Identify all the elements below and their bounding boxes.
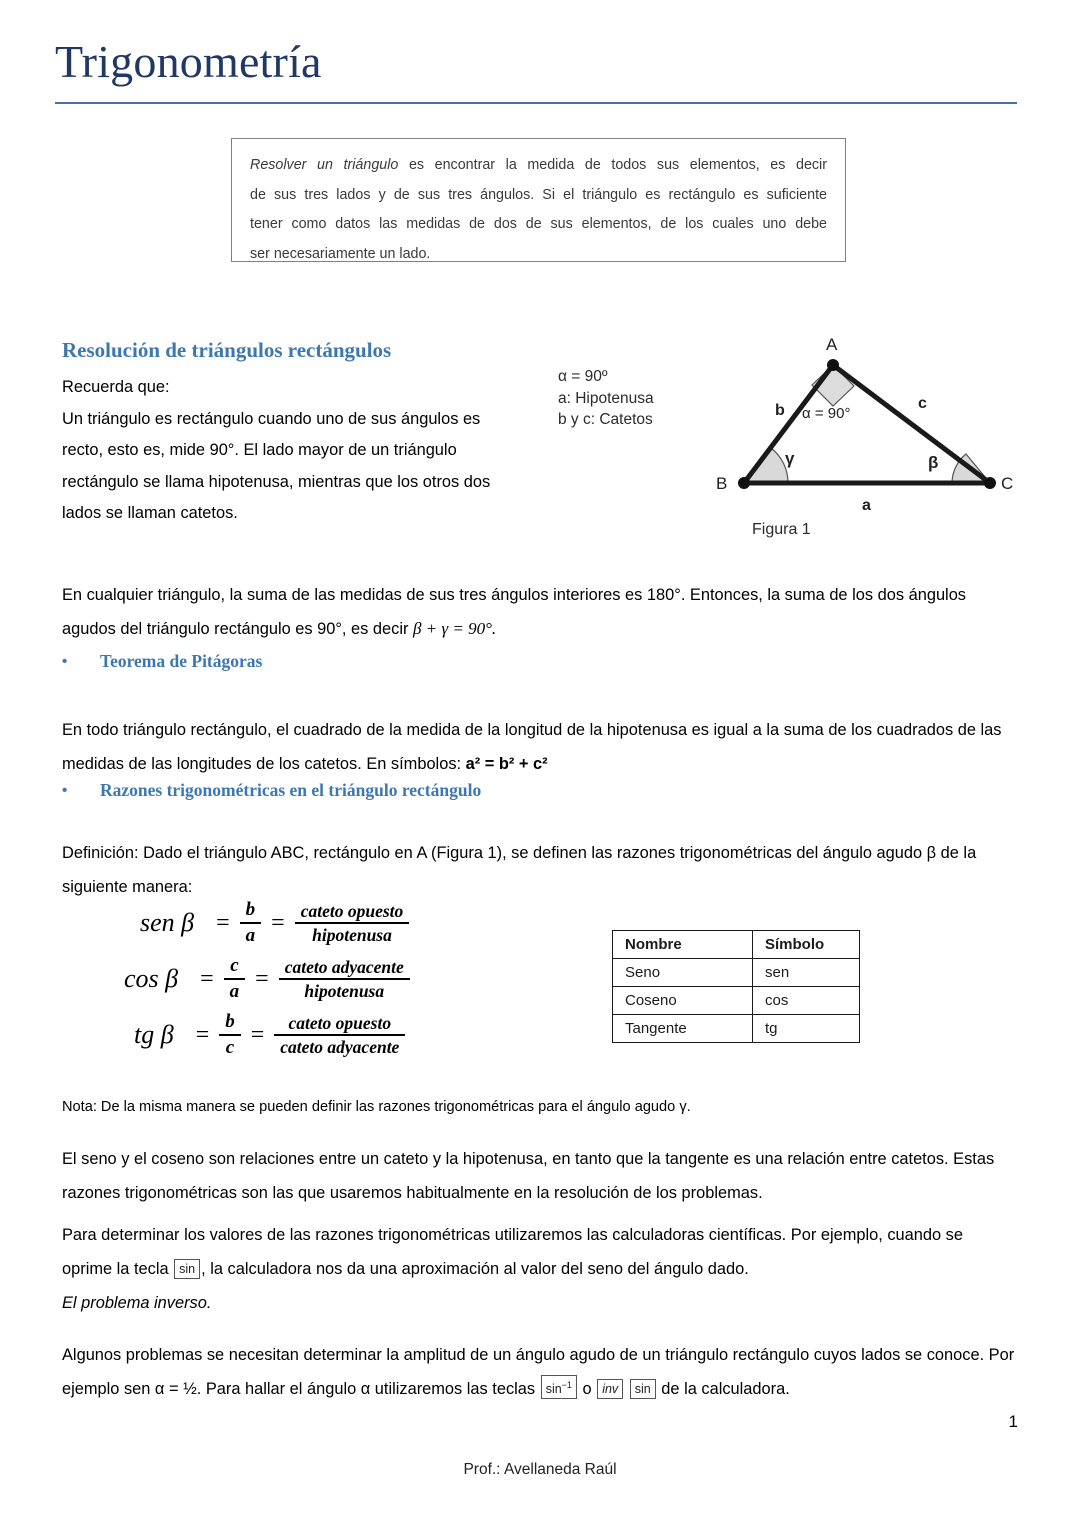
paragraph-seno-coseno: El seno y el coseno son relaciones entre un cateto y la hipotenusa, en tanto que la tangente es una relación entre catetos. Estas razones trigonométricas son las que usaremos habitualmente en la resolución de los problemas. bbox=[62, 1150, 995, 1202]
section-heading-resolucion: Resolución de triángulos rectángulos bbox=[62, 338, 392, 362]
label-angle-alpha: α = 90° bbox=[802, 405, 851, 422]
paragraph-pythagoras bbox=[62, 713, 1017, 781]
table-row bbox=[613, 959, 860, 987]
formula-tg-fraction-letters bbox=[219, 1012, 241, 1057]
bullet-razones-trigonometricas bbox=[62, 780, 862, 801]
table-cell-nombre: Seno bbox=[613, 959, 753, 987]
definition-callout-box bbox=[231, 138, 846, 262]
paragraph-pythagoras-text: En todo triángulo rectángulo, el cuadrado de la medida de la longitud de la hipotenusa es igual a la suma de los cuadrados de las medidas de las longitudes de los catetos. En símbolos: bbox=[62, 721, 1002, 773]
page-title: Trigonometría bbox=[55, 36, 322, 87]
figure-legend bbox=[558, 366, 654, 431]
intro-line-1: Recuerda que: bbox=[62, 378, 170, 396]
label-vertex-b: B bbox=[716, 474, 728, 493]
paragraph-sum-angles bbox=[62, 578, 1017, 646]
table-cell-simbolo: sen bbox=[753, 959, 860, 987]
formula-tg bbox=[134, 1007, 410, 1063]
paragraph-nota: Nota: De la misma manera se pueden definir las razones trigonométricas para el ángulo agudo γ. bbox=[62, 1099, 691, 1115]
callout-line-1 bbox=[250, 151, 827, 181]
figure-caption: Figura 1 bbox=[752, 521, 811, 538]
formula-sen-denominator: a bbox=[245, 924, 256, 946]
formula-cos-numerator: c bbox=[230, 955, 239, 977]
paragraph-sum-angles-text: En cualquier triángulo, la suma de las medidas de sus tres ángulos interiores es 180°. Entonces, la suma de los dos ángulos agudos del triángulo rectángulo es 90°, es decir bbox=[62, 586, 967, 638]
formula-cos-word-numerator: cateto adyacente bbox=[284, 956, 404, 977]
table-row bbox=[613, 987, 860, 1015]
bullet-dot-icon: • bbox=[62, 782, 68, 799]
formula-beta-gamma: β + γ = 90°. bbox=[413, 619, 497, 638]
formula-tg-numerator: b bbox=[225, 1011, 235, 1033]
label-side-b: b bbox=[775, 402, 785, 419]
page-number: 1 bbox=[1008, 1412, 1018, 1431]
table-cell-nombre: Coseno bbox=[613, 987, 753, 1015]
bullet-dot-icon: • bbox=[62, 653, 68, 670]
formula-tg-word-numerator: cateto opuesto bbox=[288, 1012, 392, 1033]
legend-line-alpha: α = 90º bbox=[558, 368, 608, 385]
callout-line-1-rest: es encontrar la medida de todos sus elementos, es decir bbox=[398, 157, 827, 173]
formula-sen-fraction-letters bbox=[240, 900, 262, 945]
table-cell-nombre: Tangente bbox=[613, 1015, 753, 1043]
label-vertex-a: A bbox=[826, 335, 838, 354]
formula-pythagoras: a² = b² + c² bbox=[465, 755, 548, 773]
table-header-row bbox=[613, 931, 860, 959]
calculator-sin-inverse-key-label: sin bbox=[545, 1382, 562, 1396]
title-divider bbox=[55, 102, 1017, 104]
label-side-c: c bbox=[918, 395, 927, 412]
calculator-inv-key[interactable]: inv bbox=[597, 1379, 623, 1399]
paragraph-calculadora-part2: , la calculadora nos da una aproximación al valor del seno del ángulo dado. bbox=[201, 1260, 749, 1278]
label-angle-gamma: γ bbox=[785, 449, 795, 468]
formula-sen-fraction-words bbox=[295, 902, 410, 944]
formula-sen-numerator: b bbox=[245, 899, 256, 921]
paragraph-inverso-part2: de la calculadora. bbox=[661, 1380, 790, 1398]
paragraph-calculadora bbox=[62, 1218, 1017, 1286]
table-header-simbolo: Símbolo bbox=[753, 931, 860, 959]
calculator-sin-key[interactable]: sin bbox=[174, 1259, 200, 1279]
trig-ratio-table bbox=[612, 930, 860, 1043]
formula-sen-word-denominator: hipotenusa bbox=[312, 924, 392, 945]
callout-line-2: de sus tres lados y de sus tres ángulos. Si el triángulo es rectángulo es suficiente bbox=[250, 186, 827, 203]
side-c-line bbox=[833, 365, 990, 483]
vertex-c-dot bbox=[984, 477, 996, 489]
inverse-conjunction: o bbox=[582, 1380, 592, 1398]
paragraph-definicion: Definición: Dado el triángulo ABC, rectángulo en A (Figura 1), se definen las razones trigonométricas del ángulo agudo β de la siguiente manera: bbox=[62, 844, 977, 896]
callout-line-4: ser necesariamente un lado. bbox=[250, 245, 431, 262]
right-triangle-figure bbox=[700, 330, 1030, 515]
paragraph-inverso-part1: Algunos problemas se necesitan determinar la amplitud de un ángulo agudo de un triángulo rectángulo cuyos lados se conoce. Por ejemplo sen α = ½. Para hallar el ángulo α utilizaremos las teclas bbox=[62, 1346, 1015, 1398]
calculator-sin-inverse-key[interactable] bbox=[541, 1375, 577, 1399]
formula-tg-lhs: tg β bbox=[134, 1020, 174, 1049]
paragraph-problema-inverso bbox=[62, 1338, 1017, 1406]
calculator-sin-key-2[interactable]: sin bbox=[630, 1379, 656, 1399]
formula-tg-denominator: c bbox=[225, 1036, 235, 1058]
label-vertex-c: C bbox=[1001, 474, 1014, 493]
table-header-nombre: Nombre bbox=[613, 931, 753, 959]
formula-cos-lhs: cos β bbox=[124, 964, 179, 993]
formula-tg-word-denominator: cateto adyacente bbox=[280, 1036, 400, 1057]
formula-cos-fraction-words bbox=[279, 958, 410, 1000]
page-footer: Prof.: Avellaneda Raúl bbox=[463, 1461, 617, 1478]
legend-line-hypotenuse: a: Hipotenusa bbox=[558, 389, 654, 407]
intro-line-5: lados se llaman catetos. bbox=[62, 504, 238, 522]
formula-tg-fraction-words bbox=[274, 1014, 405, 1056]
paragraph-calculadora-part1: Para determinar los valores de las razones trigonométricas utilizaremos las calculadoras científicas. Por ejemplo, cuando se oprime la tecla bbox=[62, 1226, 963, 1278]
section-intro-text bbox=[62, 372, 562, 530]
bullet-label-pitagoras: Teorema de Pitágoras bbox=[100, 651, 263, 671]
vertex-a-dot bbox=[827, 359, 839, 371]
formula-tg-equals-2: = bbox=[250, 1021, 265, 1048]
trig-ratio-formulas bbox=[124, 895, 410, 1063]
label-angle-beta: β bbox=[928, 453, 939, 472]
formula-sen-lhs: sen β bbox=[140, 908, 195, 937]
formula-tg-equals-1: = bbox=[195, 1021, 210, 1048]
label-side-a: a bbox=[862, 497, 871, 514]
table-row bbox=[613, 1015, 860, 1043]
intro-line-2: Un triángulo es rectángulo cuando uno de sus ángulos es bbox=[62, 409, 481, 428]
intro-line-3: recto, esto es, mide 90°. El lado mayor de un triángulo bbox=[62, 441, 457, 459]
table-cell-simbolo: cos bbox=[753, 987, 860, 1015]
formula-sen-equals-2: = bbox=[271, 909, 285, 936]
formula-cos-equals-2: = bbox=[255, 965, 269, 992]
bullet-label-razones: Razones trigonométricas en el triángulo rectángulo bbox=[100, 780, 482, 800]
callout-emphasis: Resolver un triángulo bbox=[250, 157, 399, 173]
legend-line-legs: b y c: Catetos bbox=[558, 411, 653, 428]
calculator-inverse-exponent: −1 bbox=[561, 1379, 572, 1390]
formula-cos-denominator: a bbox=[229, 980, 240, 1002]
formula-sen-equals-1: = bbox=[216, 909, 230, 936]
intro-line-4: rectángulo se llama hipotenusa, mientras que los otros dos bbox=[62, 472, 491, 491]
table-cell-simbolo: tg bbox=[753, 1015, 860, 1043]
formula-cos bbox=[124, 951, 410, 1007]
formula-cos-word-denominator: hipotenusa bbox=[304, 980, 385, 1001]
subheading-problema-inverso: El problema inverso. bbox=[62, 1294, 212, 1312]
callout-line-3: tener como datos las medidas de dos de sus elementos, de los cuales uno debe bbox=[250, 216, 827, 232]
vertex-b-dot bbox=[738, 477, 750, 489]
formula-cos-equals-1: = bbox=[200, 965, 214, 992]
formula-cos-fraction-letters bbox=[224, 956, 246, 1001]
formula-sen bbox=[140, 895, 410, 951]
formula-sen-word-numerator: cateto opuesto bbox=[300, 900, 404, 921]
bullet-teorema-pitagoras bbox=[62, 651, 862, 672]
